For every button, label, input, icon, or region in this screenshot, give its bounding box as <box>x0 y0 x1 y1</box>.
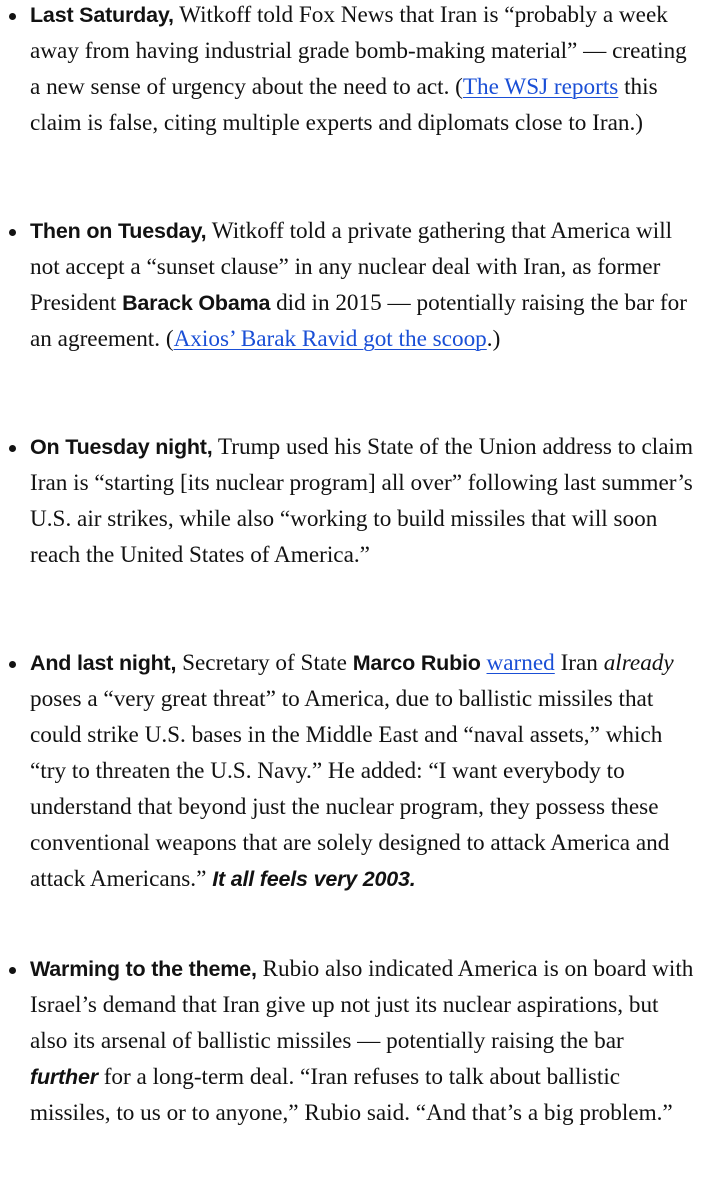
person-name: Marco Rubio <box>352 651 481 675</box>
bullet-lead: Last Saturday, <box>30 3 174 27</box>
bullet-text: .) <box>486 326 501 352</box>
bullet-icon <box>9 967 16 974</box>
bullet-icon <box>9 445 16 452</box>
bullet-icon <box>9 13 16 20</box>
italic-emphasis: already <box>603 650 674 676</box>
bullet-text: Trump used his State of the Union address to claim Iran is “starting [its nuclear program] all over” following last summer’s U.S. air strikes, while also “working to build missiles that will soon reach the United States of America.” <box>30 434 694 568</box>
bullet-text: Witkoff told Fox News that Iran is “probably a week away from having industrial grade bomb-making material” — creating a new sense of urgency about the need to act. ( <box>30 2 687 100</box>
bullet-text: Secretary of State <box>176 650 353 676</box>
bullet-lead: Warming to the theme, <box>30 957 257 981</box>
bullet-warming-to-theme <box>0 951 702 1131</box>
bullet-text: Rubio also indicated America is on board with Israel’s demand that Iran give up not just its nuclear aspirations, but also its arsenal of ballistic missiles — potentially raising the bar <box>30 956 694 1054</box>
bullet-text: Witkoff told a private gathering that America will not accept a “sunset clause” in any nuclear deal with Iran, as former President <box>30 218 673 316</box>
bullet-last-night <box>0 645 702 897</box>
bullet-lead: And last night, <box>30 651 177 675</box>
bullet-icon <box>9 229 16 236</box>
axios-scoop-link[interactable]: Axios’ Barak Ravid got the scoop <box>173 326 487 352</box>
wsj-reports-link[interactable]: The WSJ reports <box>462 74 619 100</box>
person-name: Barack Obama <box>122 291 271 315</box>
bullet-tuesday-night <box>0 429 702 573</box>
emphasis-text: further <box>30 1065 98 1089</box>
bullet-icon <box>9 661 16 668</box>
bullet-last-saturday <box>0 0 702 141</box>
emphasis-text: It all feels very 2003. <box>212 867 416 891</box>
bullet-lead: On Tuesday night, <box>30 435 213 459</box>
bullet-text: poses a “very great threat” to America, due to ballistic missiles that could strike U.S. bases in the Middle East and “naval assets,” which “try to threaten the U.S. Navy.” He added: “I want everybody to understand that beyond just the nuclear program, they possess these conventional weapons that are solely designed to attack America and attack Americans.” <box>30 686 670 892</box>
bullet-lead: Then on Tuesday, <box>30 219 207 243</box>
bullet-text: did in 2015 — potentially raising the bar for an agreement. ( <box>30 290 687 352</box>
warned-link[interactable]: warned <box>486 650 555 676</box>
bullet-text: this claim is false, citing multiple experts and diplomats close to Iran.) <box>30 74 658 136</box>
bullet-then-on-tuesday <box>0 213 702 357</box>
bullet-text: for a long-term deal. “Iran refuses to talk about ballistic missiles, to us or to anyone,” Rubio said. “And that’s a big problem.” <box>30 1064 673 1126</box>
bullet-text: Iran <box>554 650 604 676</box>
